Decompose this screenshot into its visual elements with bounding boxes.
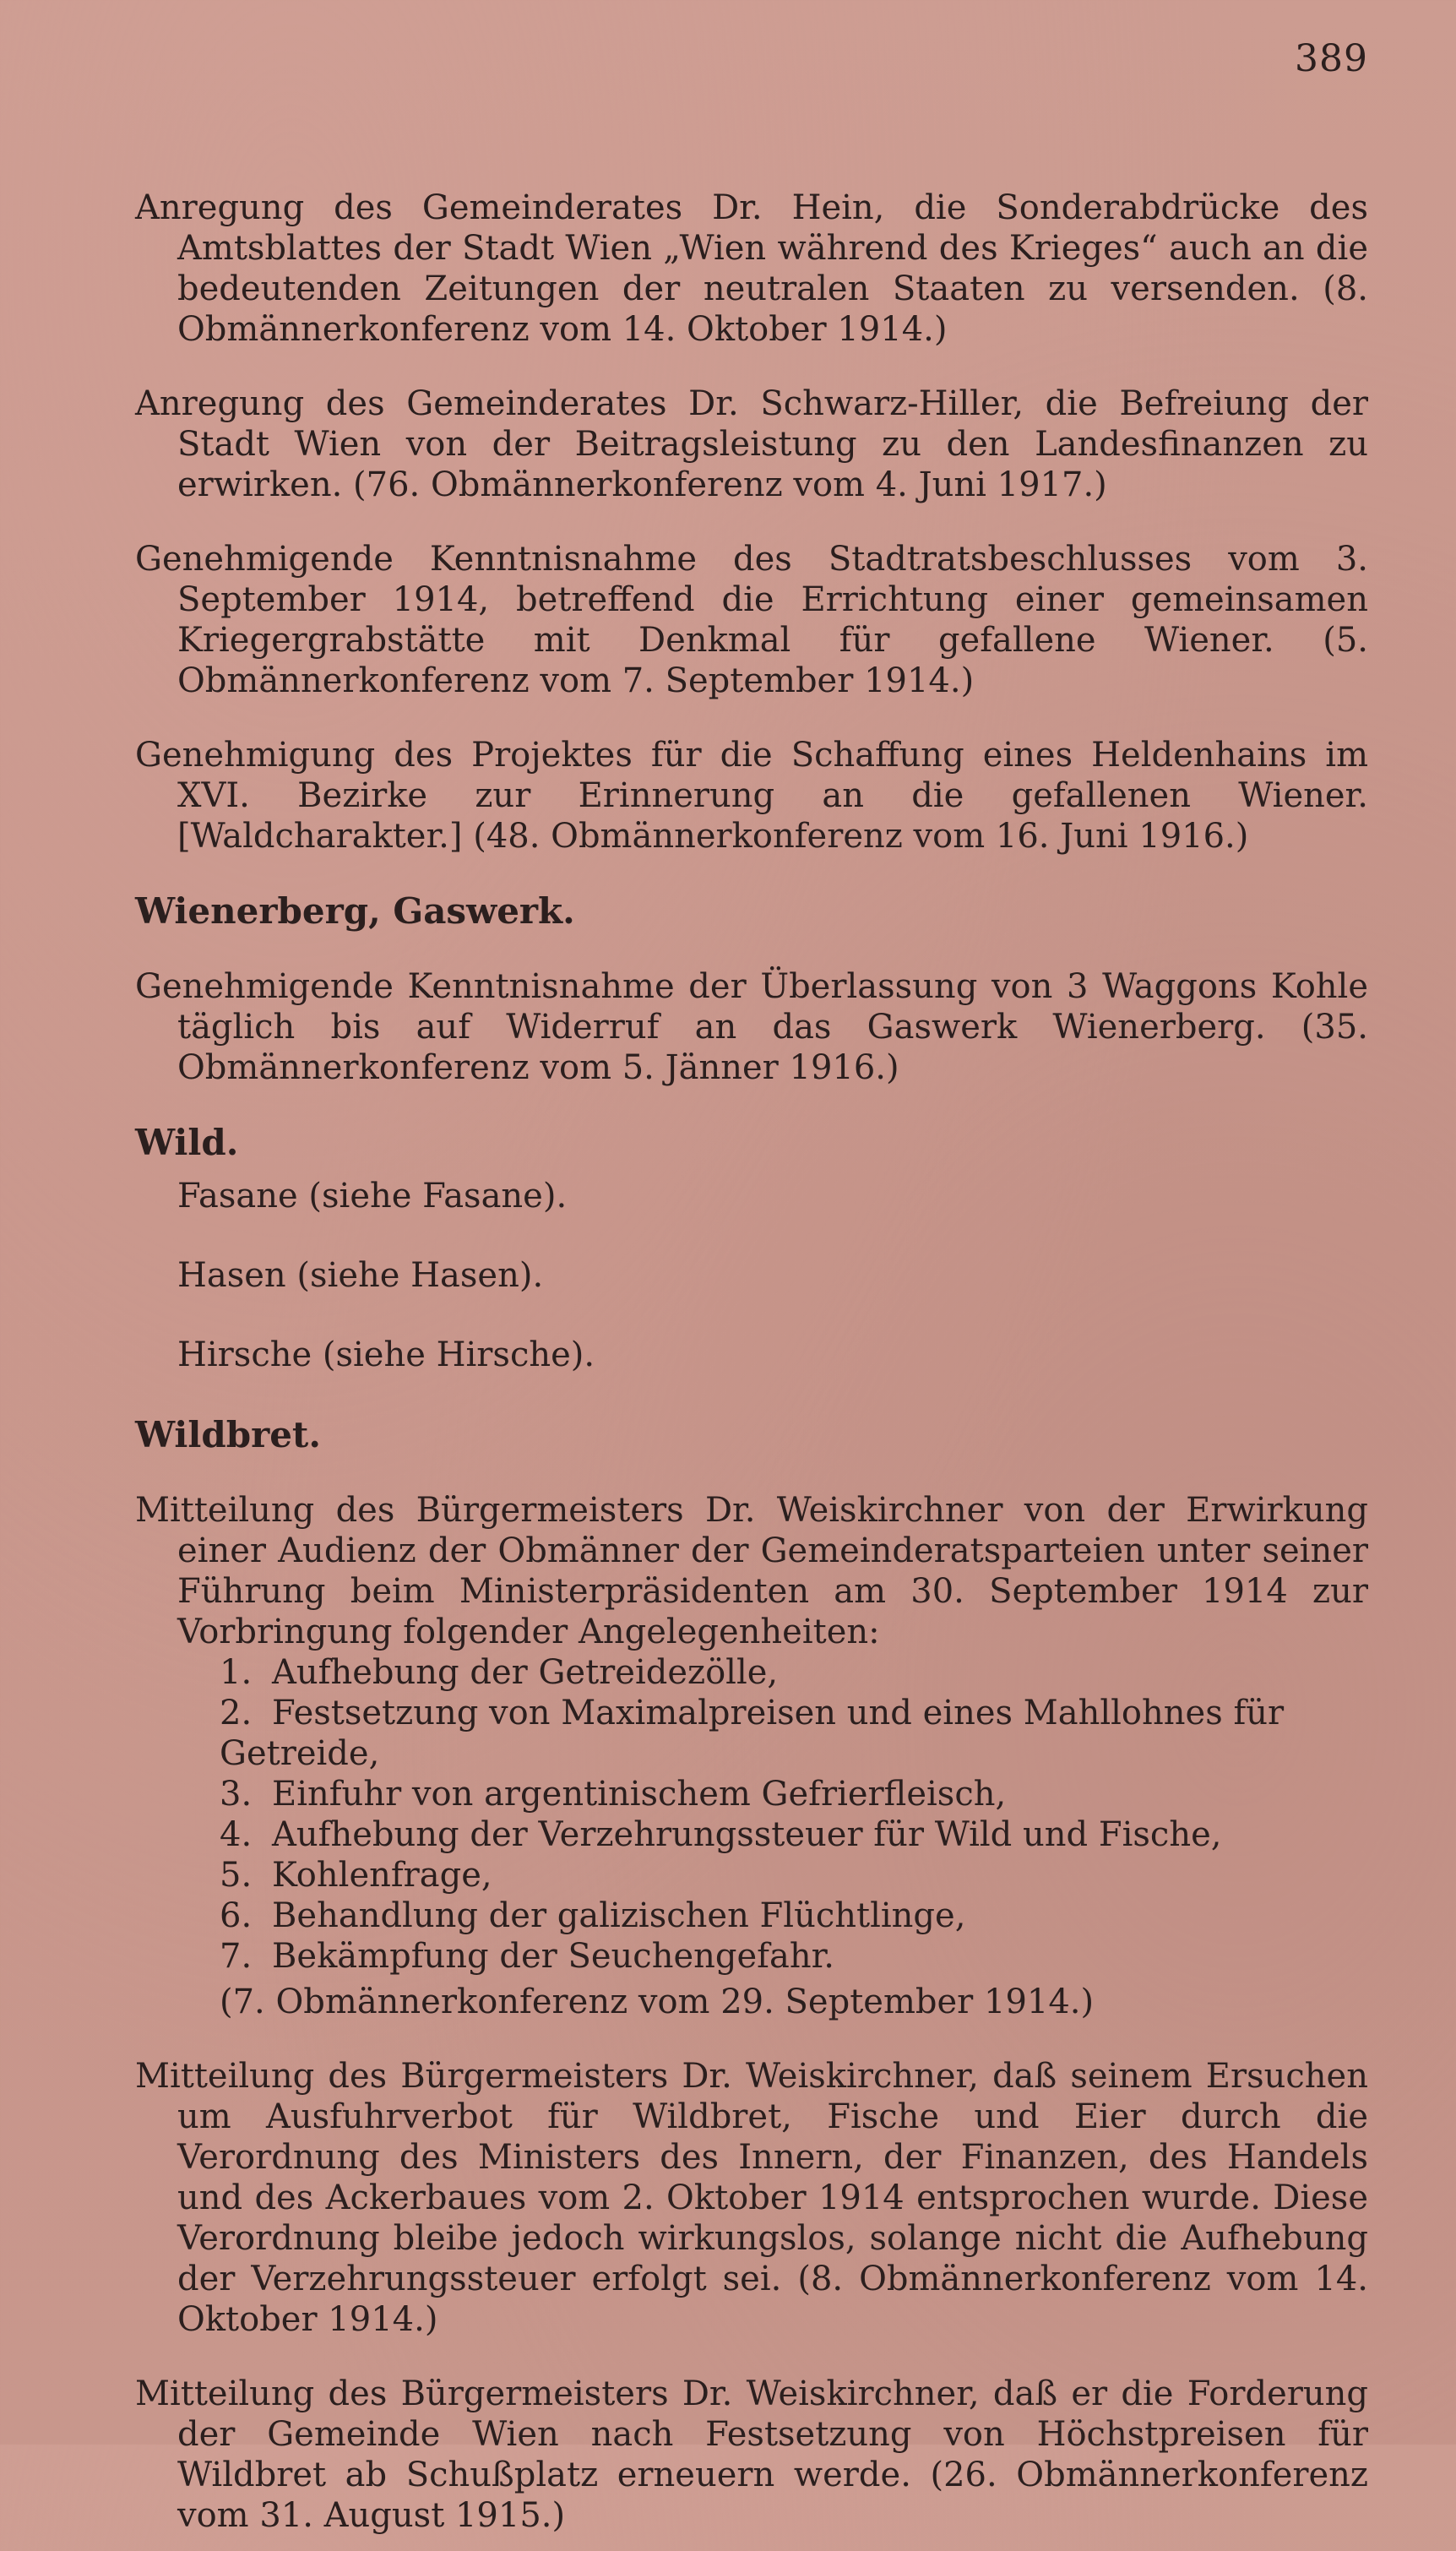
list-number: 6. bbox=[220, 1896, 253, 1935]
index-content bbox=[135, 154, 1368, 2551]
numbered-list bbox=[135, 1652, 1368, 1977]
list-text: Festsetzung von Maximalpreisen und eines Mahllohnes für Getreide, bbox=[220, 1694, 1285, 1773]
list-text: Aufhebung der Getreidezölle, bbox=[272, 1653, 779, 1692]
list-number: 2. bbox=[220, 1694, 253, 1732]
list-item bbox=[220, 1896, 1368, 1936]
section-heading-wienerberg: Wienerberg, Gaswerk. bbox=[135, 890, 575, 932]
cross-reference: Fasane (siehe Fasane). bbox=[177, 1177, 568, 1216]
list-number: 5. bbox=[220, 1856, 253, 1895]
list-text: Behandlung der galizischen Flüchtlinge, bbox=[272, 1896, 966, 1935]
index-entry: Mitteilung des Bürgermeisters Dr. Weiskirchner, daß er die Forderung der Gemeinde Wien nach Festsetzung von Höchstpreisen für Wildbret ab Schußplatz erneuern werde. (26. Obmännerkonferenz vom 31. August 1915.) bbox=[135, 2374, 1368, 2535]
list-text: Aufhebung der Verzehrungssteuer für Wild und Fische, bbox=[272, 1815, 1222, 1854]
index-entry: Anregung des Gemeinderates Dr. Schwarz-Hiller, die Befreiung der Stadt Wien von der Beitragsleistung zu den Landesfinanzen zu erwirken. (76. Obmännerkonferenz vom 4. Juni 1917.) bbox=[135, 384, 1368, 504]
cross-reference: Hasen (siehe Hasen). bbox=[177, 1256, 544, 1295]
list-item bbox=[220, 1814, 1368, 1855]
index-entry: Genehmigung des Projektes für die Schaffung eines Heldenhains im XVI. Bezirke zur Erinnerung an die gefallenen Wiener. [Waldcharakter.] (48. Obmännerkonferenz vom 16. Juni 1916.) bbox=[135, 736, 1368, 856]
list-text: Einfuhr von argentinischem Gefrierfleisch, bbox=[272, 1775, 1007, 1814]
list-text: Bekämpfung der Seuchengefahr. bbox=[272, 1937, 835, 1976]
list-item bbox=[220, 1936, 1368, 1977]
list-number: 1. bbox=[220, 1653, 253, 1692]
page-number: 389 bbox=[1295, 37, 1368, 80]
index-entry: Mitteilung des Bürgermeisters Dr. Weiskirchner von der Erwirkung einer Audienz der Obmänner der Gemeinderatsparteien unter seiner Führung beim Ministerpräsidenten am 30. September 1914 zur Vorbringung folgender Angelegenheiten: bbox=[135, 1491, 1368, 1651]
index-entry: Mitteilung des Bürgermeisters Dr. Weiskirchner, daß seinem Ersuchen um Ausfuhrverbot für Wildbret, Fische und Eier durch die Verordnung des Ministers des Innern, der Finanzen, des Handels und des Ackerbaues vom 2. Oktober 1914 entsprochen wurde. Diese Verordnung bleibe jedoch wirkungslos, solange nicht die Aufhebung der Verzehrungssteuer erfolgt sei. (8. Obmännerkonferenz vom 14. Oktober 1914.) bbox=[135, 2057, 1368, 2339]
list-item bbox=[220, 1855, 1368, 1896]
list-number: 7. bbox=[220, 1937, 253, 1976]
list-item bbox=[220, 1693, 1368, 1774]
section-heading-wildbret: Wildbret. bbox=[135, 1414, 321, 1455]
list-text: Kohlenfrage, bbox=[272, 1856, 492, 1895]
index-entry: Genehmigende Kenntnisnahme der Überlassung von 3 Waggons Kohle täglich bis auf Widerruf an das Gaswerk Wienerberg. (35. Obmännerkonferenz vom 5. Jänner 1916.) bbox=[135, 967, 1368, 1087]
index-entry: Anregung des Gemeinderates Dr. Hein, die Sonderabdrücke des Amtsblattes der Stadt Wien „Wien während des Krieges“ auch an die bedeutenden Zeitungen der neutralen Staaten zu versenden. (8. Obmännerkonferenz vom 14. Oktober 1914.) bbox=[135, 188, 1368, 349]
cross-reference: Hirsche (siehe Hirsche). bbox=[177, 1335, 595, 1374]
list-item bbox=[220, 1652, 1368, 1693]
index-entry: Genehmigende Kenntnisnahme des Stadtratsbeschlusses vom 3. September 1914, betreffend die Errichtung einer gemeinsamen Kriegergrabstätte mit Denkmal für gefallene Wiener. (5. Obmännerkonferenz vom 7. September 1914.) bbox=[135, 540, 1368, 700]
list-reference: (7. Obmännerkonferenz vom 29. September 1914.) bbox=[220, 1983, 1095, 2021]
list-number: 4. bbox=[220, 1815, 253, 1854]
list-number: 3. bbox=[220, 1775, 253, 1814]
list-item bbox=[220, 1774, 1368, 1814]
section-heading-wild: Wild. bbox=[135, 1122, 239, 1163]
